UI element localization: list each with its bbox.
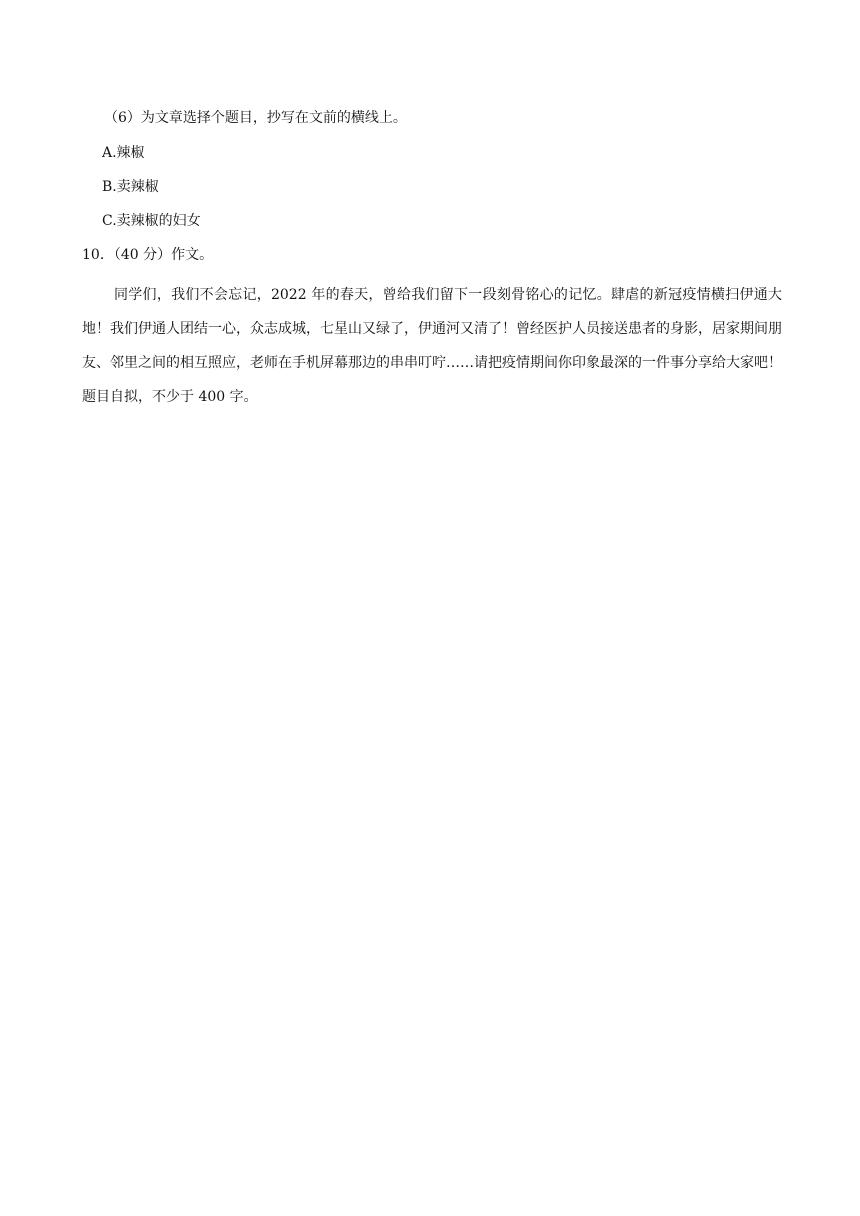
option-c: C.卖辣椒的妇女 <box>102 213 201 229</box>
essay-prompt-paragraph: 同学们，我们不会忘记，2022 年的春天，曾给我们留下一段刻骨铭心的记忆。肆虐的新冠疫情横扫伊通大地！我们伊通人团结一心，众志成城，七星山又绿了，伊通河又清了！曾经医护人员接送患者的身影，居家期间朋友、邻里之间的相互照应，老师在手机屏幕那边的串串叮咛……请把疫情期间你印象最深的一件事分享给大家吧！题目自拟，不少于 400 字。 <box>82 287 782 405</box>
option-a: A.辣椒 <box>102 145 145 161</box>
question-10-heading: 10．（40 分）作文。 <box>82 247 214 263</box>
question-6-prompt: （6）为文章选择个题目，抄写在文前的横线上。 <box>104 110 407 126</box>
option-b: B.卖辣椒 <box>102 179 159 195</box>
